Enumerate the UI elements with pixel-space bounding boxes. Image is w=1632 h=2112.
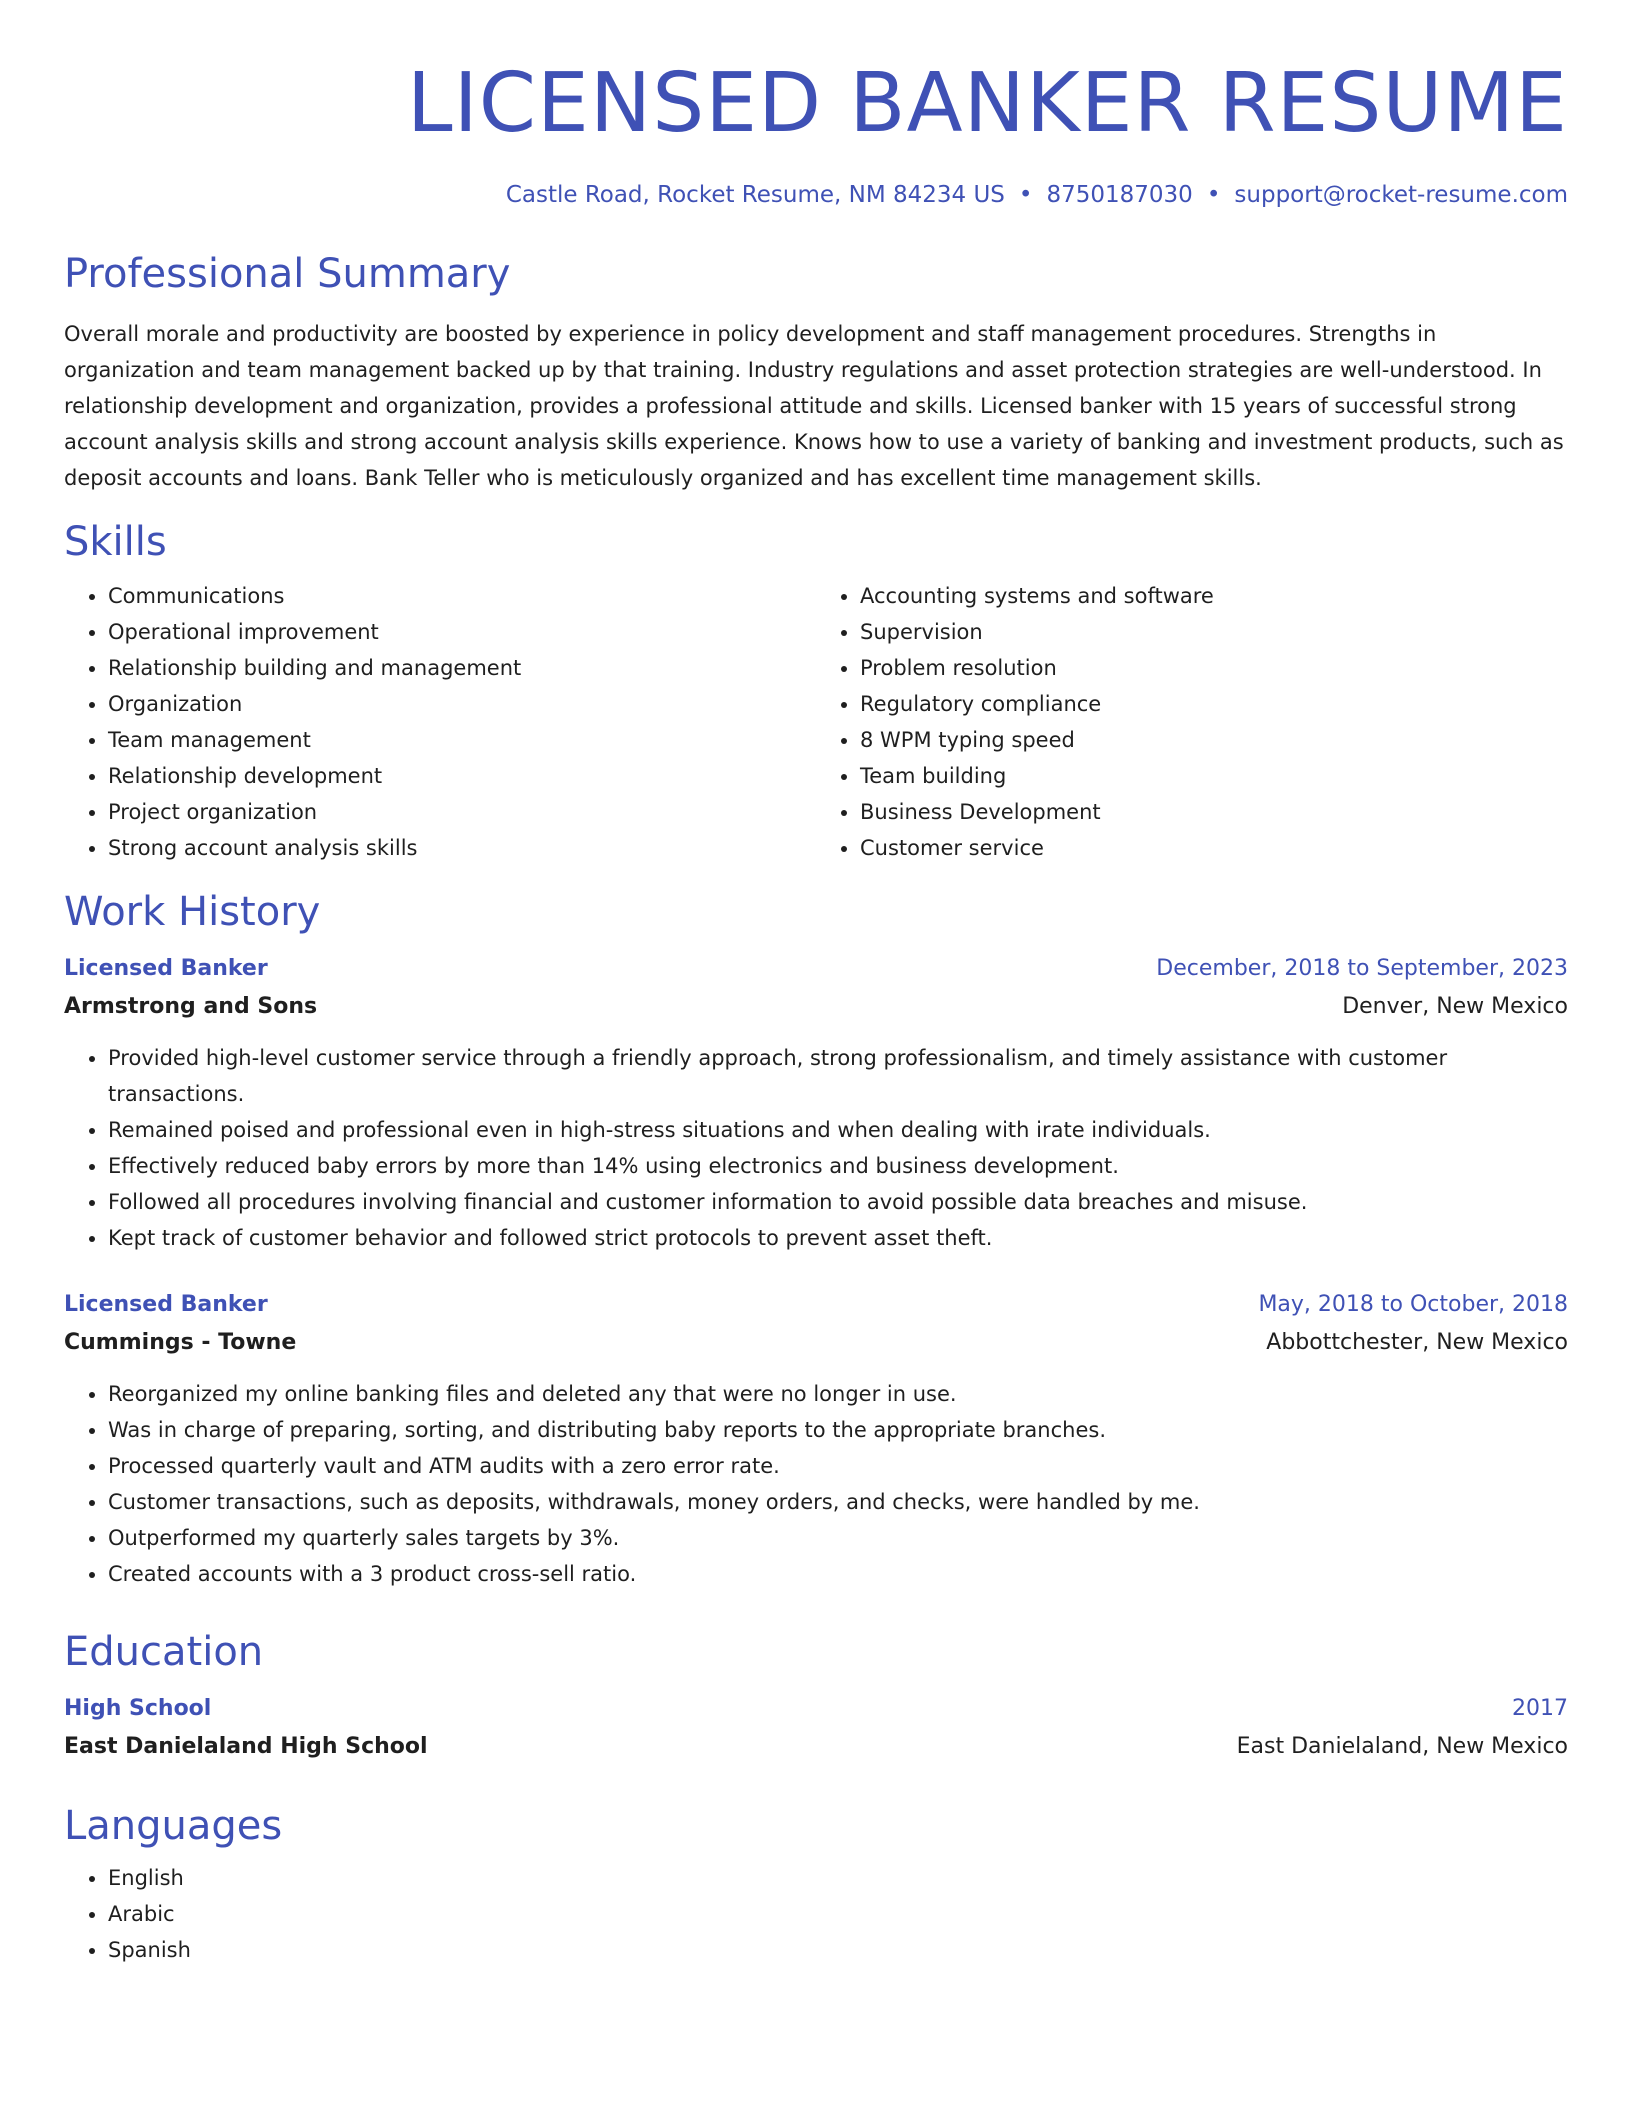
job-bullet: • Provided high-level customer service through a friendly approach, strong professionalism, and timely assistance with customer transactions.: [108, 1040, 1568, 1112]
job-role: Licensed Banker: [64, 1292, 268, 1317]
skill-item: • Strong account analysis skills: [108, 830, 816, 866]
skills-column-right: [816, 578, 1568, 866]
summary-text: Overall morale and productivity are boosted by experience in policy development and staff management procedures. Strengths in organization and team management backed up by that training. Industry regulations and asset protection strategies are well-understood. In relationship development and organization, provides a professional attitude and skills. Licensed banker with 15 years of successful strong account analysis skills and strong account analysis skills experience. Knows how to use a variety of banking and investment products, such as deposit accounts and loans. Bank Teller who is meticulously organized and has excellent time management skills.: [64, 322, 1564, 490]
education-degree: High School: [64, 1696, 212, 1721]
language-item: • Arabic: [108, 1896, 1568, 1932]
work-history-heading: Work History: [64, 889, 321, 935]
job-bullet: • Effectively reduced baby errors by more than 14% using electronics and business development.: [108, 1148, 1568, 1184]
summary-heading: Professional Summary: [64, 251, 511, 297]
language-item: • Spanish: [108, 1932, 1568, 1968]
languages-heading: Languages: [64, 1803, 283, 1849]
skill-item: • Relationship building and management: [108, 650, 816, 686]
skill-item: • Problem resolution: [860, 650, 1568, 686]
skill-item: • Team building: [860, 758, 1568, 794]
job-company: Armstrong and Sons: [64, 994, 318, 1019]
job-location: Abbottchester, New Mexico: [1266, 1330, 1568, 1355]
job-bullets: [64, 1376, 1568, 1592]
job-bullet: • Customer transactions, such as deposits, withdrawals, money orders, and checks, were handled by me.: [108, 1484, 1568, 1520]
skill-item: • Team management: [108, 722, 816, 758]
contact-address: Castle Road, Rocket Resume, NM 84234 US: [505, 182, 1005, 208]
education-year: 2017: [1512, 1696, 1568, 1721]
job-location: Denver, New Mexico: [1342, 994, 1568, 1019]
job-bullet: • Followed all procedures involving financial and customer information to avoid possible data breaches and misuse.: [108, 1184, 1568, 1220]
job-dates: May, 2018 to October, 2018: [1258, 1292, 1568, 1317]
skill-item: • Project organization: [108, 794, 816, 830]
job-bullet: • Kept track of customer behavior and followed strict protocols to prevent asset theft.: [108, 1220, 1568, 1256]
skill-item: • Regulatory compliance: [860, 686, 1568, 722]
job-role: Licensed Banker: [64, 956, 268, 981]
job-bullet: • Processed quarterly vault and ATM audits with a zero error rate.: [108, 1448, 1568, 1484]
job-bullet: • Was in charge of preparing, sorting, and distributing baby reports to the appropriate branches.: [108, 1412, 1568, 1448]
skill-item: • Relationship development: [108, 758, 816, 794]
skill-item: • Operational improvement: [108, 614, 816, 650]
skill-item: • Business Development: [860, 794, 1568, 830]
skill-item: • Supervision: [860, 614, 1568, 650]
contact-email: support@rocket-resume.com: [1234, 182, 1568, 208]
skill-item: • Communications: [108, 578, 816, 614]
job-bullets: [64, 1040, 1568, 1256]
language-item: • English: [108, 1860, 1568, 1896]
education-school: East Danielaland High School: [64, 1734, 428, 1759]
job-bullet: • Created accounts with a 3 product cross-sell ratio.: [108, 1556, 1568, 1592]
job-bullet: • Reorganized my online banking files and deleted any that were no longer in use.: [108, 1376, 1568, 1412]
job-dates: December, 2018 to September, 2023: [1156, 956, 1568, 981]
job-entry: [64, 1286, 1568, 1592]
skills-column-left: [64, 578, 816, 866]
skill-item: • Accounting systems and software: [860, 578, 1568, 614]
contact-separator: •: [1206, 182, 1221, 208]
education-location: East Danielaland, New Mexico: [1236, 1734, 1568, 1759]
skill-item: • Customer service: [860, 830, 1568, 866]
contact-line: [64, 182, 1568, 208]
languages-list: [64, 1860, 1568, 1968]
skills-heading: Skills: [64, 519, 167, 565]
resume-title: LICENSED BANKER RESUME: [406, 56, 1568, 151]
education-heading: Education: [64, 1629, 264, 1675]
contact-phone: 8750187030: [1046, 182, 1193, 208]
skill-item: • 8 WPM typing speed: [860, 722, 1568, 758]
education-entry: [64, 1690, 1568, 1766]
skill-item: • Organization: [108, 686, 816, 722]
skills-list: [64, 578, 1568, 866]
job-entry: [64, 950, 1568, 1256]
contact-separator: •: [1018, 182, 1033, 208]
job-company: Cummings - Towne: [64, 1330, 297, 1355]
job-bullet: • Outperformed my quarterly sales targets by 3%.: [108, 1520, 1568, 1556]
job-bullet: • Remained poised and professional even in high-stress situations and when dealing with irate individuals.: [108, 1112, 1568, 1148]
